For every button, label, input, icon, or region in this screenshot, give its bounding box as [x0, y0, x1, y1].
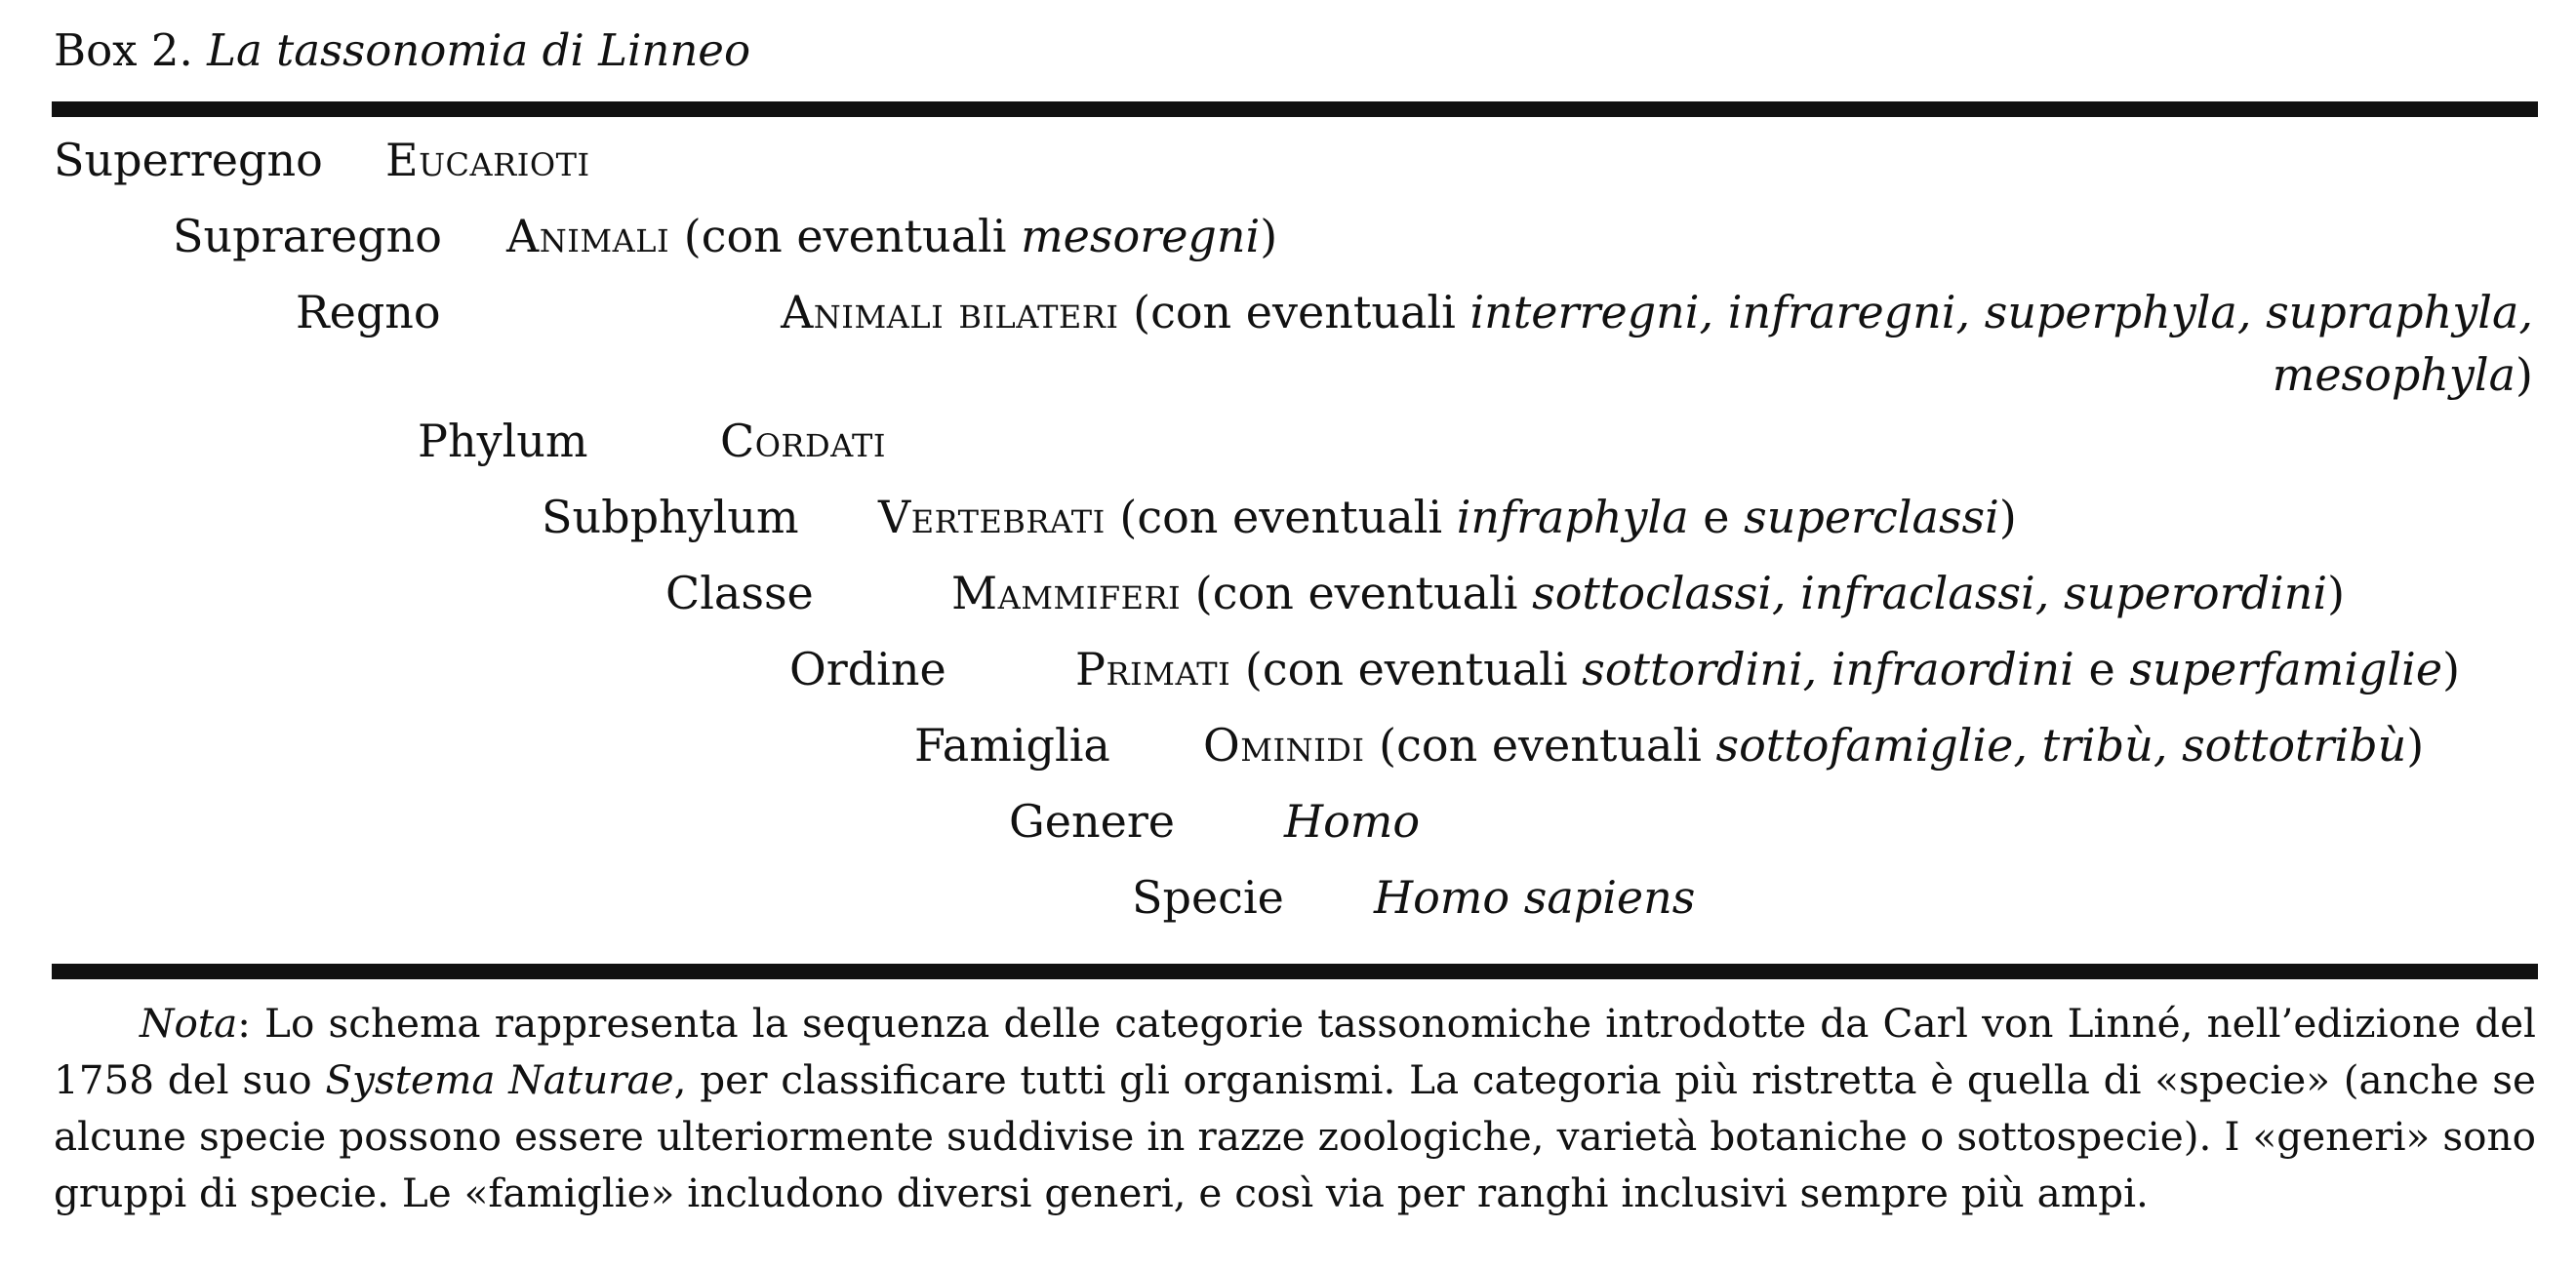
- taxon-name: Primati (con eventuali sottordini, infraordini e superfamiglie): [1075, 643, 2461, 695]
- bottom-rule: [52, 964, 2538, 979]
- taxon-name: Homo sapiens: [1374, 871, 1696, 924]
- rank-label: Specie: [1132, 871, 1284, 924]
- taxon-name-continuation: mesophyla): [2272, 348, 2533, 401]
- rank-label: Subphylum: [542, 491, 799, 543]
- note-label: Nota: [140, 1000, 238, 1047]
- taxonomy-row-regno: [0, 281, 2576, 406]
- rank-label: Phylum: [418, 415, 588, 467]
- note-text: Lo schema rappresenta la sequenza delle categorie tassonomiche introdotte da Carl von Linné, nell’edizione del 1758 del suo: [54, 1000, 2536, 1103]
- box-title: La tassonomia di Linneo: [207, 24, 751, 76]
- taxon-name: Animali bilateri (con eventuali interregni, infraregni, superphyla, supraphyla,: [781, 286, 2533, 338]
- taxon-name: Homo: [1284, 795, 1421, 848]
- rank-label: Ordine: [789, 643, 946, 695]
- note-text: , per classificare tutti gli organismi. La categoria più ristretta è quella di «specie» (anche se alcune specie possono essere ulteriormente suddivise in razze zoologiche, varietà botaniche o sottospecie). I «generi» sono gruppi di specie. Le «famiglie» includono diversi generi, e così via per ranghi inclusivi sempre più ampi.: [54, 1056, 2536, 1216]
- rank-label: Classe: [665, 567, 814, 619]
- taxon-name: Eucarioti: [385, 134, 590, 186]
- note-work-title: Systema Naturae: [325, 1056, 674, 1103]
- box-label: Box 2.: [54, 24, 193, 76]
- note-paragraph: Nota: Lo schema rappresenta la sequenza delle categorie tassonomiche introdotte da Carl von Linné, nell’edizione del 1758 del suo Systema Naturae, per classificare tutti gli organismi. La categoria più ristretta è quella di «specie» (anche se alcune specie possono essere ulteriormente suddivise in razze zoologiche, varietà botaniche o sottospecie). I «generi» sono gruppi di specie. Le «famiglie» includono diversi generi, e così via per ranghi inclusivi sempre più ampi.: [54, 1000, 2536, 1216]
- taxon-name: Vertebrati (con eventuali infraphyla e superclassi): [878, 491, 2017, 543]
- taxon-name: Mammiferi (con eventuali sottoclassi, infraclassi, superordini): [951, 567, 2346, 619]
- rank-label: Genere: [1009, 795, 1176, 848]
- rank-label: Superregno: [54, 134, 323, 186]
- rank-label: Supraregno: [173, 210, 442, 262]
- taxon-name: Animali (con eventuali mesoregni): [506, 210, 1278, 262]
- taxon-name: Cordati: [720, 415, 887, 467]
- rank-label: Famiglia: [914, 719, 1110, 772]
- box-heading: [54, 21, 750, 80]
- top-rule: [52, 101, 2538, 117]
- rank-label: Regno: [296, 286, 441, 338]
- taxon-name: Ominidi (con eventuali sottofamiglie, tribù, sottotribù): [1203, 719, 2425, 772]
